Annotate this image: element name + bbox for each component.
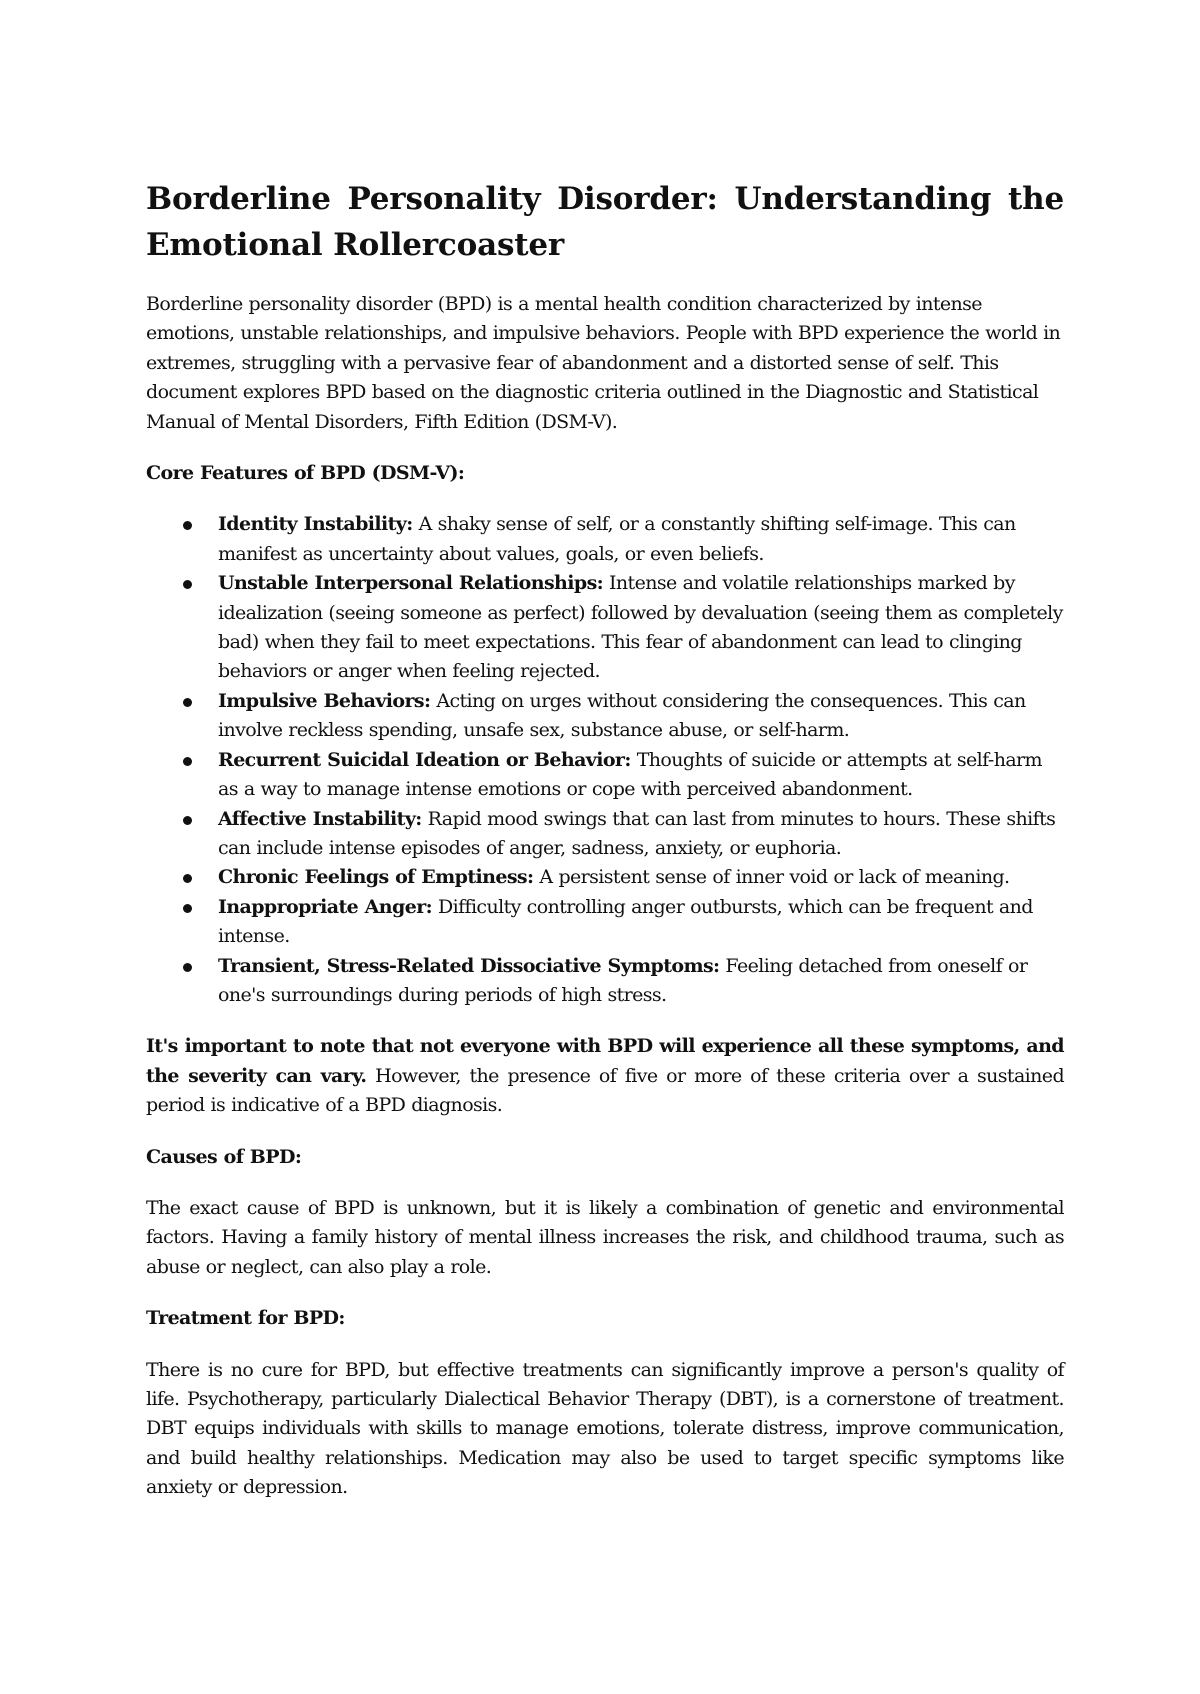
criterion-term: Impulsive Behaviors: <box>218 689 431 712</box>
bullet-icon <box>183 757 192 766</box>
bullet-icon <box>183 521 192 530</box>
causes-heading: Causes of BPD: <box>146 1145 302 1168</box>
criterion-term: Identity Instability: <box>218 513 413 536</box>
bullet-icon <box>183 963 192 972</box>
intro-paragraph: Borderline personality disorder (BPD) is a mental health condition characterized by intense emotions, unstable relationships, and impulsive behaviors. People with BPD experience the world in extremes, struggling with a pervasive fear of abandonment and a distorted sense of self. This document explores BPD based on the diagnostic criteria outlined in the Diagnostic and Statistical Manual of Mental Disorders, Fifth Edition (DSM-V). <box>146 293 1061 433</box>
criterion-text: Thoughts of suicide or attempts at self-harm as a way to manage intense emotions or cope with perceived abandonment. <box>218 748 1042 801</box>
bullet-icon <box>183 816 192 825</box>
note-rest: However, the presence of five or more of these criteria over a sustained period is indicative of a BPD diagnosis. <box>146 1064 1065 1117</box>
causes-paragraph: The exact cause of BPD is unknown, but it is likely a combination of genetic and environmental factors. Having a family history of mental illness increases the risk, and childhood trauma, such as abuse or neglect, can also play a role. <box>146 1196 1064 1278</box>
list-item <box>218 746 1064 805</box>
list-item <box>218 893 1064 952</box>
note-paragraph <box>146 1032 1064 1120</box>
list-item <box>218 863 1064 892</box>
criterion-text: A shaky sense of self, or a constantly shifting self-image. This can manifest as uncertainty about values, goals, or even beliefs. <box>218 513 1016 565</box>
document-title: Borderline Personality Disorder: Understanding the Emotional Rollercoaster <box>146 181 1064 263</box>
criterion-term: Chronic Feelings of Emptiness: <box>218 866 534 889</box>
document-page <box>146 176 1064 1525</box>
criterion-text: Difficulty controlling anger outbursts, which can be frequent and intense. <box>218 895 1033 948</box>
criterion-term: Affective Instability: <box>218 807 422 830</box>
criterion-term: Unstable Interpersonal Relationships: <box>218 572 604 595</box>
treatment-heading: Treatment for BPD: <box>146 1307 345 1330</box>
criterion-term: Transient, Stress-Related Dissociative Symptoms: <box>218 954 720 977</box>
note-bold: It's important to note that not everyone with BPD will experience all these symptoms, and the severity can vary. <box>146 1035 1064 1087</box>
bullet-icon <box>183 874 192 883</box>
list-item <box>218 687 1064 746</box>
criterion-term: Inappropriate Anger: <box>218 895 433 918</box>
list-item <box>218 952 1064 1011</box>
criterion-text: Intense and volatile relationships marked by idealization (seeing someone as perfect) followed by devaluation (seeing them as completely bad) when they fail to meet expectations. This fear of abandonment can lead to clinging behaviors or anger when feeling rejected. <box>218 572 1063 683</box>
bullet-icon <box>183 904 192 913</box>
treatment-paragraph: There is no cure for BPD, but effective treatments can significantly improve a person's quality of life. Psychotherapy, particularly Dialectical Behavior Therapy (DBT), is a cornerstone of treatment. DBT equips individuals with skills to manage emotions, tolerate distress, improve communication, and build healthy relationships. Medication may also be used to target specific symptoms like anxiety or depression. <box>146 1358 1064 1499</box>
criterion-text: A persistent sense of inner void or lack of meaning. <box>533 866 1010 889</box>
core-features-list <box>146 510 1064 1010</box>
criterion-text: Rapid mood swings that can last from minutes to hours. These shifts can include intense episodes of anger, sadness, anxiety, or euphoria. <box>218 807 1056 859</box>
core-features-heading: Core Features of BPD (DSM-V): <box>146 462 465 485</box>
criterion-term: Recurrent Suicidal Ideation or Behavior: <box>218 748 631 771</box>
list-item <box>218 510 1064 569</box>
list-item <box>218 805 1064 864</box>
list-item <box>218 569 1064 687</box>
bullet-icon <box>183 698 192 707</box>
bullet-icon <box>183 580 192 589</box>
criterion-text: Acting on urges without considering the consequences. This can involve reckless spending, unsafe sex, substance abuse, or self-harm. <box>218 689 1026 742</box>
criterion-text: Feeling detached from oneself or one's surroundings during periods of high stress. <box>218 954 1028 1006</box>
